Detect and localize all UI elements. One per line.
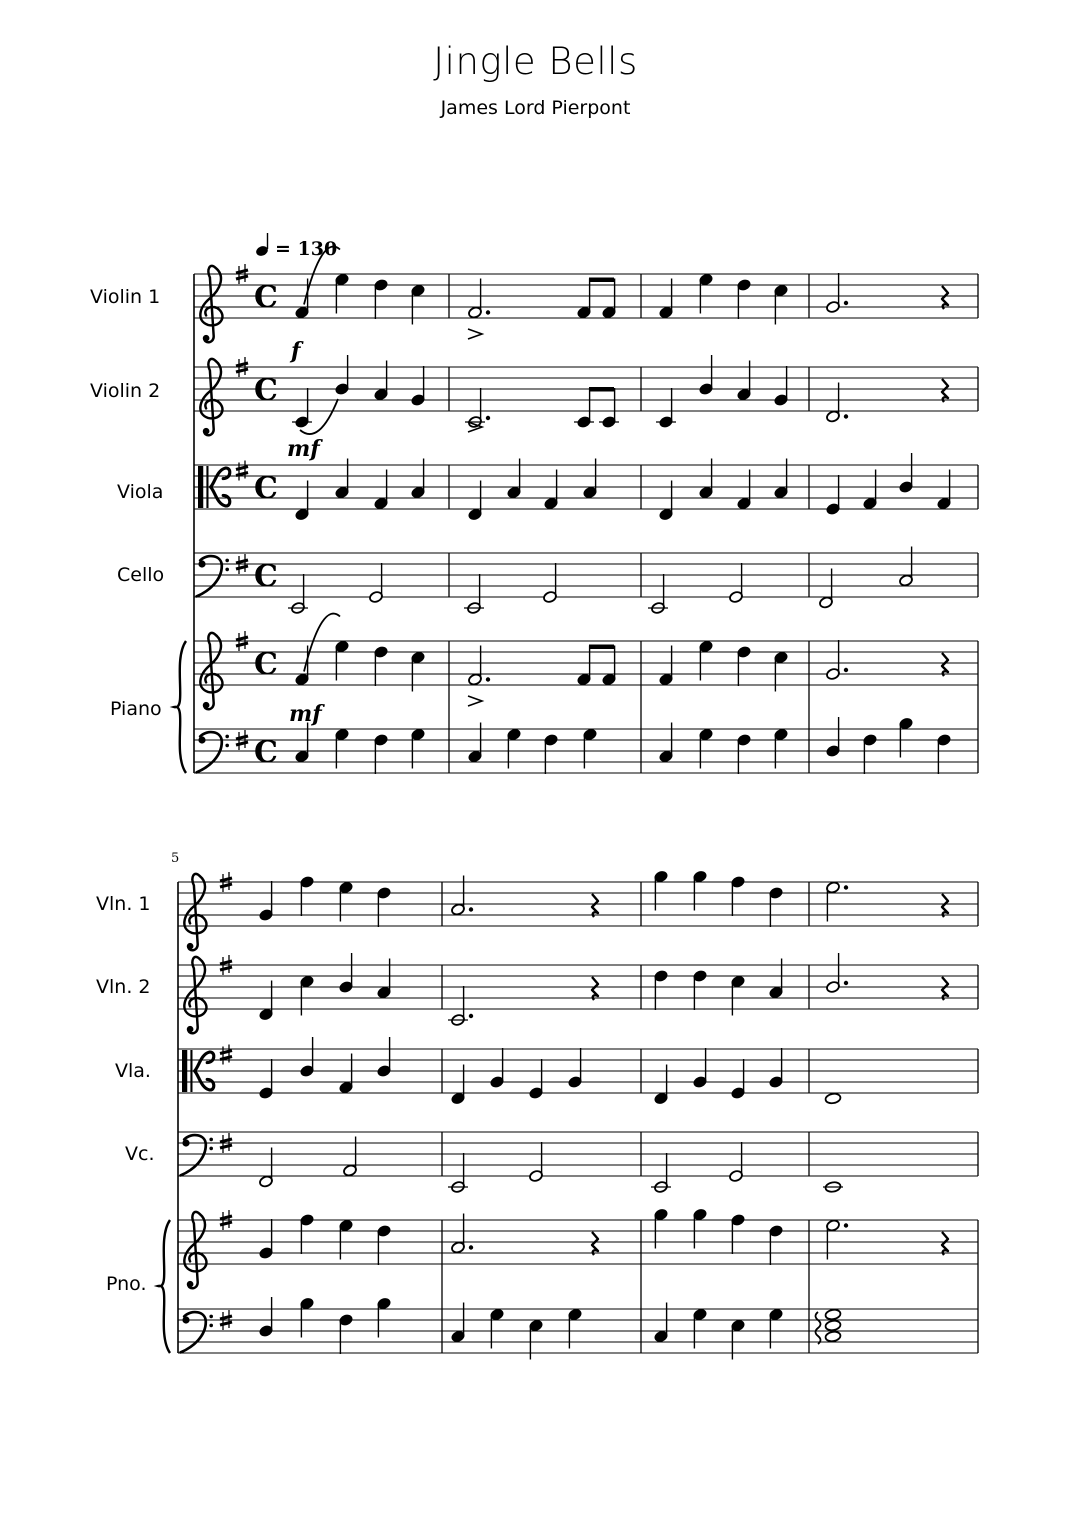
note [656, 388, 676, 429]
dynamic-f: f [291, 338, 301, 364]
bass-clef-icon [181, 1135, 213, 1175]
note [863, 733, 878, 774]
note [731, 1213, 746, 1254]
note [599, 388, 619, 429]
note [300, 1213, 315, 1254]
note [769, 886, 784, 927]
quarter-rest [592, 894, 598, 917]
note [731, 1059, 746, 1100]
staff2-v2 [178, 965, 978, 1009]
staff2-pr [178, 1220, 978, 1264]
tempo-marking [255, 233, 337, 260]
note [259, 1219, 274, 1260]
note [529, 1059, 544, 1100]
quarter-rest [942, 1232, 948, 1255]
treble-clef-icon [184, 874, 206, 950]
note [374, 733, 389, 774]
note [448, 1153, 468, 1194]
note [292, 388, 312, 429]
note [339, 1313, 354, 1354]
note [651, 1153, 671, 1194]
treble-clef-icon [184, 1212, 206, 1288]
note [259, 1059, 274, 1100]
staff-v2 [194, 367, 978, 411]
note [568, 1048, 583, 1089]
note [468, 646, 491, 707]
note [826, 475, 841, 516]
staff-va [194, 465, 978, 509]
note [377, 1224, 392, 1265]
staff2-v1 [178, 882, 978, 926]
part-name-violin-1: Violin 1 [90, 286, 161, 308]
note [825, 1309, 841, 1321]
note [737, 733, 752, 774]
note [377, 1037, 392, 1078]
note [648, 574, 668, 615]
note [465, 388, 490, 432]
note [774, 366, 789, 407]
note [300, 875, 315, 916]
part-short-viola: Vla. [115, 1060, 151, 1082]
quarter-rest [942, 379, 948, 402]
note [729, 1142, 744, 1183]
note [574, 388, 594, 429]
beam [589, 278, 614, 283]
note [693, 969, 708, 1010]
note [464, 574, 484, 615]
note [825, 1093, 841, 1105]
tempo-value: = 130 [275, 238, 338, 260]
part-name-violin-2: Violin 2 [90, 380, 161, 402]
quarter-rest [592, 1232, 598, 1255]
staff2-va [178, 1049, 978, 1093]
note [693, 1048, 708, 1089]
note [826, 717, 841, 758]
time-signature-common: C [254, 647, 278, 682]
piano-brace [158, 1220, 170, 1353]
note [300, 1037, 315, 1078]
note [769, 1224, 784, 1265]
note [729, 563, 744, 604]
note [374, 278, 389, 319]
bass-clef-icon [197, 732, 229, 772]
quarter-rest [942, 894, 948, 917]
time-signature-common: C [254, 735, 278, 770]
note [490, 1048, 505, 1089]
note [937, 733, 952, 774]
quarter-rest [592, 977, 598, 1000]
composer-name: James Lord Pierpont [440, 97, 631, 119]
note [899, 453, 914, 494]
time-signature-common: C [254, 373, 278, 408]
part-name-piano: Piano [110, 698, 162, 720]
part-short-violin-1: Vln. 1 [96, 893, 151, 915]
part-name-cello: Cello [117, 564, 165, 586]
note [544, 733, 559, 774]
quarter-rest [942, 977, 948, 1000]
staff-vc [194, 553, 978, 597]
quarter-rest [942, 653, 948, 676]
part-short-piano: Pno. [106, 1273, 147, 1295]
quarter-rest [942, 286, 948, 309]
treble-clef-icon [200, 266, 222, 342]
dynamic-mf: mf [289, 701, 322, 727]
time-signature-common: C [254, 280, 278, 315]
part-short-violin-2: Vln. 2 [96, 976, 151, 998]
note [823, 1181, 843, 1193]
note [699, 355, 714, 396]
slur [300, 399, 338, 434]
piano-brace [174, 641, 186, 773]
part-short-cello: Vc. [125, 1143, 155, 1165]
note [335, 355, 350, 396]
beam [589, 387, 614, 392]
treble-clef-icon [184, 957, 206, 1033]
measure-number: 5 [171, 851, 180, 866]
treble-clef-icon [200, 359, 222, 435]
beam [589, 645, 614, 650]
note [411, 366, 426, 407]
bass-clef-icon [181, 1312, 213, 1352]
dynamic-mf: mf [287, 436, 320, 462]
note [529, 1142, 544, 1183]
note [737, 645, 752, 686]
note [654, 969, 669, 1010]
note [769, 1048, 784, 1089]
score-title: Jingle Bells [433, 40, 638, 83]
note [374, 645, 389, 686]
note [825, 1331, 841, 1343]
staff2-vc [178, 1132, 978, 1176]
note [468, 279, 491, 340]
note [737, 278, 752, 319]
note [288, 574, 308, 615]
key-sharp [220, 1045, 232, 1065]
note [339, 953, 354, 994]
note [543, 563, 558, 604]
note [731, 875, 746, 916]
note [377, 886, 392, 927]
note [369, 563, 384, 604]
note [259, 881, 274, 922]
key-sharp [236, 461, 248, 481]
note [448, 986, 473, 1027]
note [825, 1320, 841, 1332]
music-notation [158, 247, 978, 1360]
arpeggio [816, 1312, 821, 1344]
time-signature-common: C [254, 559, 278, 594]
note [259, 1297, 274, 1338]
treble-clef-icon [200, 633, 222, 709]
time-signature-common: C [254, 471, 278, 506]
part-name-viola: Viola [117, 481, 164, 503]
bass-clef-icon [197, 556, 229, 596]
